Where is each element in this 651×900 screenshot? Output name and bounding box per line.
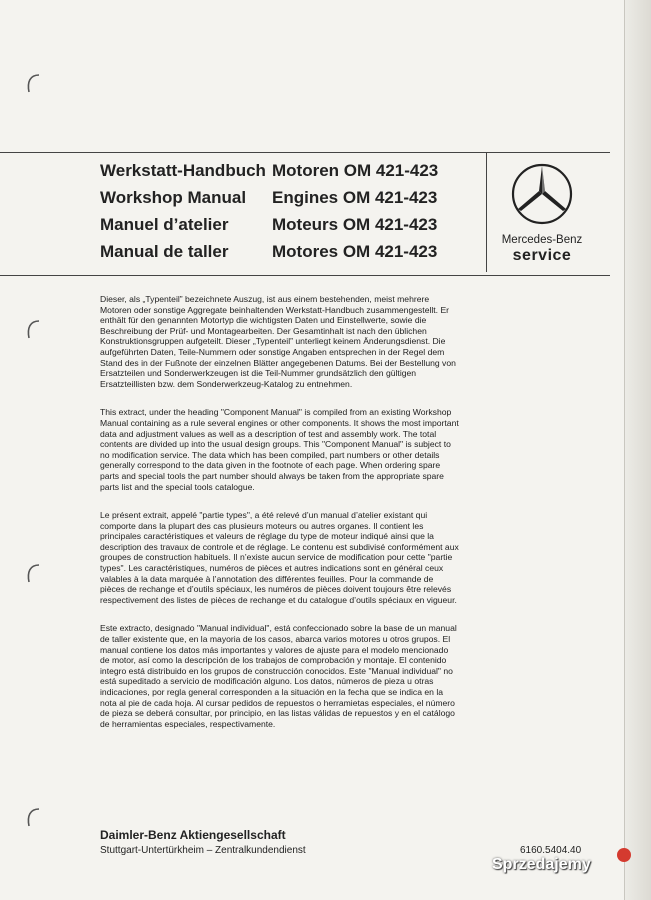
watermark: Sprzedajemy bbox=[492, 856, 591, 873]
punch-hole-icon bbox=[24, 72, 42, 94]
punch-hole-icon bbox=[24, 562, 42, 584]
paragraph-fr: Le présent extrait, appelé "partie types", a été relevé d’un manual d’atelier existant qui comporte dans la plupart des cas plusieurs moteurs ou autres organes. Il contient les principales caractéristiques et valeurs de réglage du type de moteur indiqué ainsi que la description des travaux de controle et de réglage. Le contenu est subdivisé conformément aux groupes de construction habituels. Il n’existe aucun service de modification pour cette "partie types". Les caractéristiques, numéros de pièces et autres indications sont en général ceux valables à la data marquée à l’annotation des différentes feuilles. Pour la commande de pièces de rechange et d’outils spéciaux, les numéros de pièces doivent toujours être relevés respectivement des listes de pièces de rechange et du catalogue d’outils spéciaux en vigueur. bbox=[100, 510, 459, 605]
paragraph-de: Dieser, als „Typenteil” bezeichnete Auszug, ist aus einem bestehenden, meist mehrere Motoren oder sonstige Aggregate beinhaltenden Werkstatt-Handbuch zusammengestellt. Er enthält für den genannten Motortyp die wichtigsten Daten und Einstellwerte, sowie die Beschreibung der Prüf- und Montagearbeiten. Der Gesamtinhalt ist nach den üblichen Konstruktionsgruppen aufgeteilt. Dieser „Typenteil” unterliegt keinem Änderungsdienst. Die aufgeführten Daten, Teile-Nummern oder sonstige Angaben entsprechen in der Regel dem Stand des in der Fußnote der einzelnen Blätter angegebenen Datums. Bei der Bestellung von Ersatzteilen und Sonderwerkzeugen ist die Teil-Nummer grundsätzlich den gültigen Ersatzteillisten bzw. dem Sonderwerkzeug-Katalog zu entnehmen. bbox=[100, 294, 456, 389]
paragraph-es: Este extracto, designado "Manual individual", está confeccionado sobre la base de un manual de taller existente que, en la mayoria de los casos, abarca varios motores u otros grupos. El manual contiene los datos más importantes y valores de ajuste para el modelo mencionado de motor, así como la descripción de los trabajos de comprobación y montaje. El contenido integro está distribuido en los grupos de construcción conocidos. Este "Manual individual" no está supeditado a servicio de modificación alguno. Los datos, números de pieza u otras indicaciones, por regla general corresponden a la situación en la fecha que se indica en la nota al pie de cada hoja. Al cursar pedidos de repuestos o herramietas especiales, el número de pieza se deberá consultar, por principio, en las listas válidas de repuestos y en el catálogo de herramientas especiales, respectivamente. bbox=[100, 623, 457, 729]
title-de-right: Motoren OM 421-423 bbox=[272, 161, 439, 180]
document-number: 6160.5404.40 bbox=[520, 845, 582, 856]
punch-hole-icon bbox=[24, 318, 42, 340]
body-text bbox=[100, 294, 460, 747]
title-en-left: Workshop Manual bbox=[100, 188, 247, 207]
title-es-right: Motores OM 421-423 bbox=[272, 242, 438, 261]
title-fr-right: Moteurs OM 421-423 bbox=[272, 215, 438, 234]
paragraph-en: This extract, under the heading "Component Manual" is compiled from an existing Workshop Manual containing as a rule several engines or other components. It shows the most important data and adjustment values as well as a description of test and assembly work. The total contents are divided up into the usual design groups. This "Component Manual" is subject to no modification service. The data which has been compiled, part numbers or other details generally correspond to the data given in the footnote of each page. When ordering spare parts and special tools the part number should always be taken from the appropriate spare parts list and the special tools catalogue. bbox=[100, 407, 459, 492]
brand-name: Mercedes-Benz bbox=[501, 234, 583, 246]
title-fr-left: Manuel d’atelier bbox=[100, 215, 229, 234]
brand-box bbox=[486, 152, 597, 272]
title-block bbox=[100, 160, 472, 262]
company-name: Daimler-Benz Aktiengesellschaft bbox=[100, 828, 286, 842]
title-es-left: Manual de taller bbox=[100, 242, 229, 261]
title-en-right: Engines OM 421-423 bbox=[272, 188, 438, 207]
punch-hole-icon bbox=[24, 806, 42, 828]
watermark-logo-icon bbox=[617, 848, 631, 862]
company-address: Stuttgart-Untertürkheim – Zentralkundendienst bbox=[100, 845, 306, 856]
brand-service: service bbox=[512, 247, 572, 264]
title-de-left: Werkstatt-Handbuch bbox=[100, 161, 266, 180]
mercedes-star-icon bbox=[510, 162, 574, 226]
page-edge bbox=[624, 0, 651, 900]
